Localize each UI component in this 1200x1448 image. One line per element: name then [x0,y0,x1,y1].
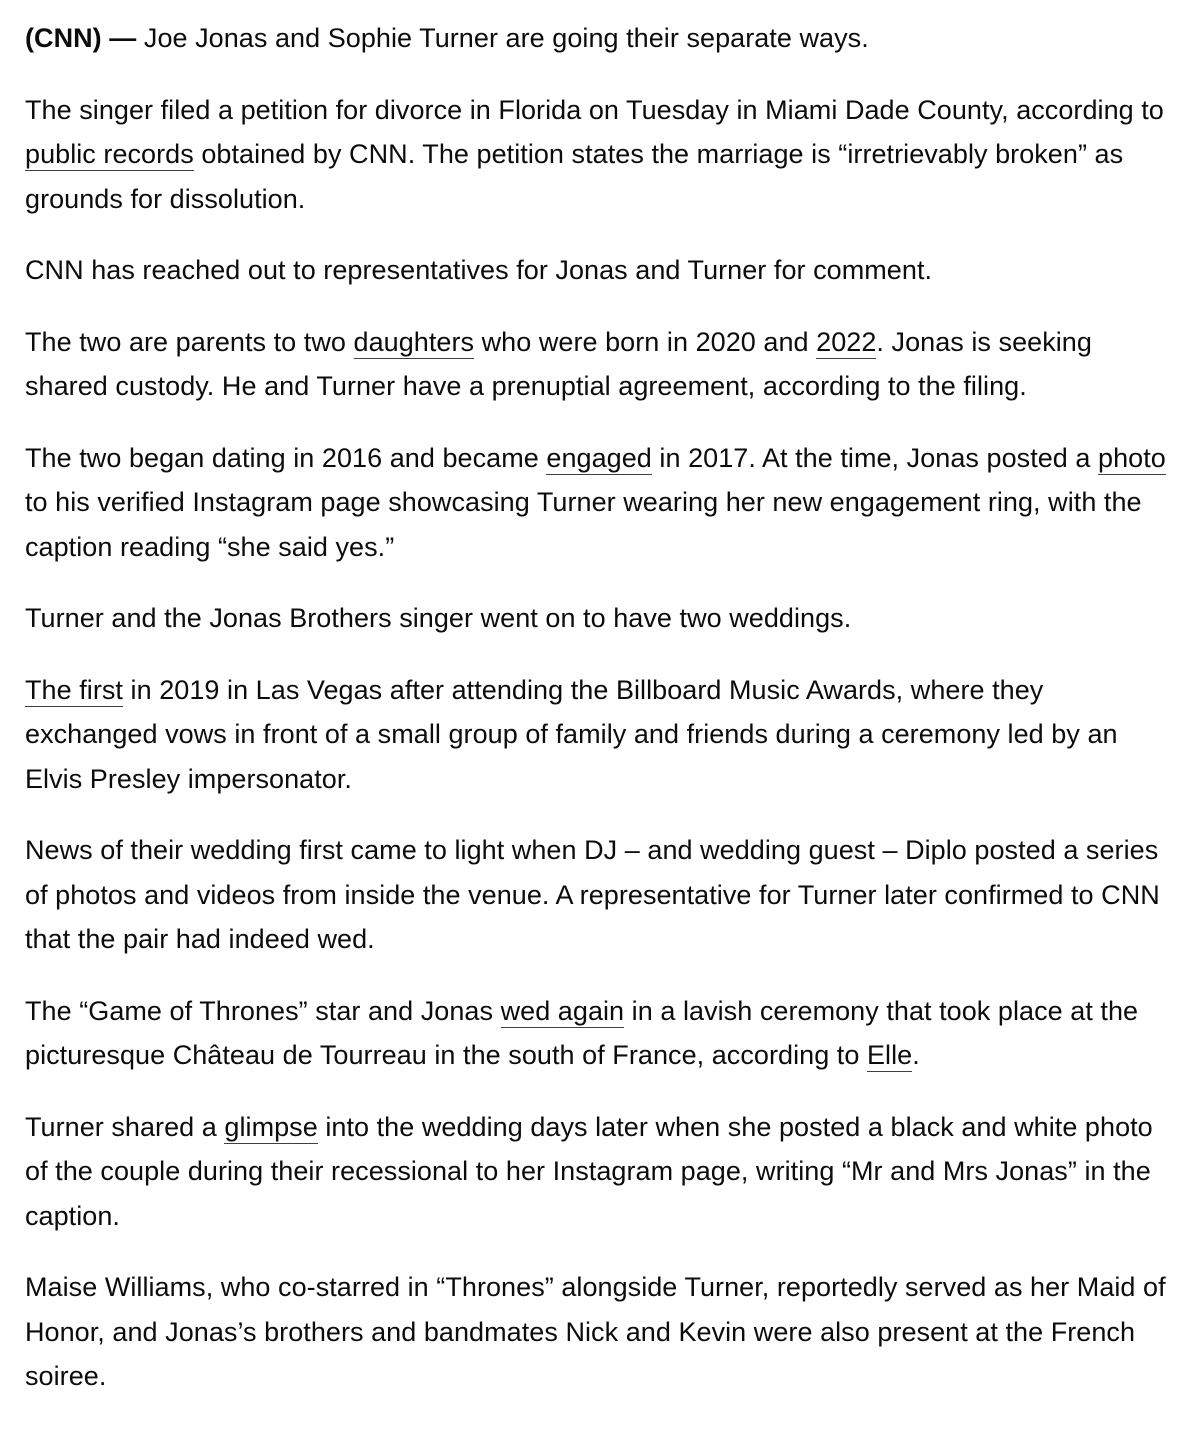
paragraph-text: The two began dating in 2016 and became [25,442,547,473]
link-public-records[interactable]: public records [25,139,194,169]
paragraph-text: Turner and the Jonas Brothers singer went on to have two weddings. [25,603,852,633]
paragraph-text: News of their wedding first came to light when DJ – and wedding guest – Diplo posted a series of photos and videos from inside the venue. A representative for Turner later confirmed to CNN that the pair had indeed wed. [25,835,1160,954]
paragraph-two-weddings [25,596,1176,641]
paragraph-text: in 2019 in Las Vegas after attending the Billboard Music Awards, where they exchanged vows in front of a small group of family and friends during a ceremony led by an Elvis Presley impersonator. [25,674,1118,794]
link-daughters[interactable]: daughters [353,326,475,357]
paragraph-diplo [25,828,1176,962]
paragraph-text: . [912,1040,920,1070]
paragraph-text: The “Game of Thrones” star and Jonas [25,995,501,1026]
source-dateline: (CNN) — [25,23,137,53]
paragraph-text: Maise Williams, who co-starred in “Thrones” alongside Turner, reportedly served as her Maid of Honor, and Jonas’s brothers and bandmates Nick and Kevin were also present at the French soiree. [25,1272,1166,1391]
paragraph-text: Joe Jonas and Sophie Turner are going their separate ways. [136,23,869,53]
paragraph-daughters [25,320,1176,409]
paragraph-engagement [25,436,1176,570]
paragraph-las-vegas [25,668,1176,802]
paragraph-maid-of-honor [25,1265,1176,1399]
paragraph-text: in a lavish ceremony that took place at the picturesque Château de Tourreau in the south of France, according to [25,995,1139,1070]
paragraph-text: The two are parents to two [25,326,354,357]
paragraph-text: Turner shared a [25,1111,225,1142]
link-glimpse[interactable]: glimpse [224,1111,318,1142]
link-2022[interactable]: 2022 [816,326,877,357]
link-engaged[interactable]: engaged [546,442,652,473]
paragraph-text: into the wedding days later when she posted a black and white photo of the couple during their recessional to her Instagram page, writing “Mr and Mrs Jonas” in the caption. [25,1111,1153,1231]
link-photo[interactable]: photo [1098,442,1166,473]
paragraph-text: in 2017. At the time, Jonas posted a [651,442,1099,473]
paragraph-text: obtained by CNN. The petition states the marriage is “irretrievably broken” as grounds for dissolution. [25,139,1124,214]
paragraph-text: . Jonas is seeking shared custody. He and Turner have a prenuptial agreement, according to the filing. [25,326,1092,401]
paragraph-france [25,989,1176,1078]
paragraph-text: who were born in 2020 and [474,326,817,357]
paragraph-text: CNN has reached out to representatives for Jonas and Turner for comment. [25,255,933,285]
paragraph-comment [25,248,1176,293]
paragraph-text: The singer filed a petition for divorce in Florida on Tuesday in Miami Dade County, according to [25,94,1164,125]
paragraph-intro [25,16,1176,61]
link-the-first[interactable]: The first [25,674,123,705]
paragraph-glimpse [25,1105,1176,1239]
paragraph-petition [25,88,1176,222]
paragraph-text: to his verified Instagram page showcasing Turner wearing her new engagement ring, with the caption reading “she said yes.” [25,487,1142,562]
link-wed-again[interactable]: wed again [500,995,625,1026]
link-elle[interactable]: Elle [866,1040,913,1070]
